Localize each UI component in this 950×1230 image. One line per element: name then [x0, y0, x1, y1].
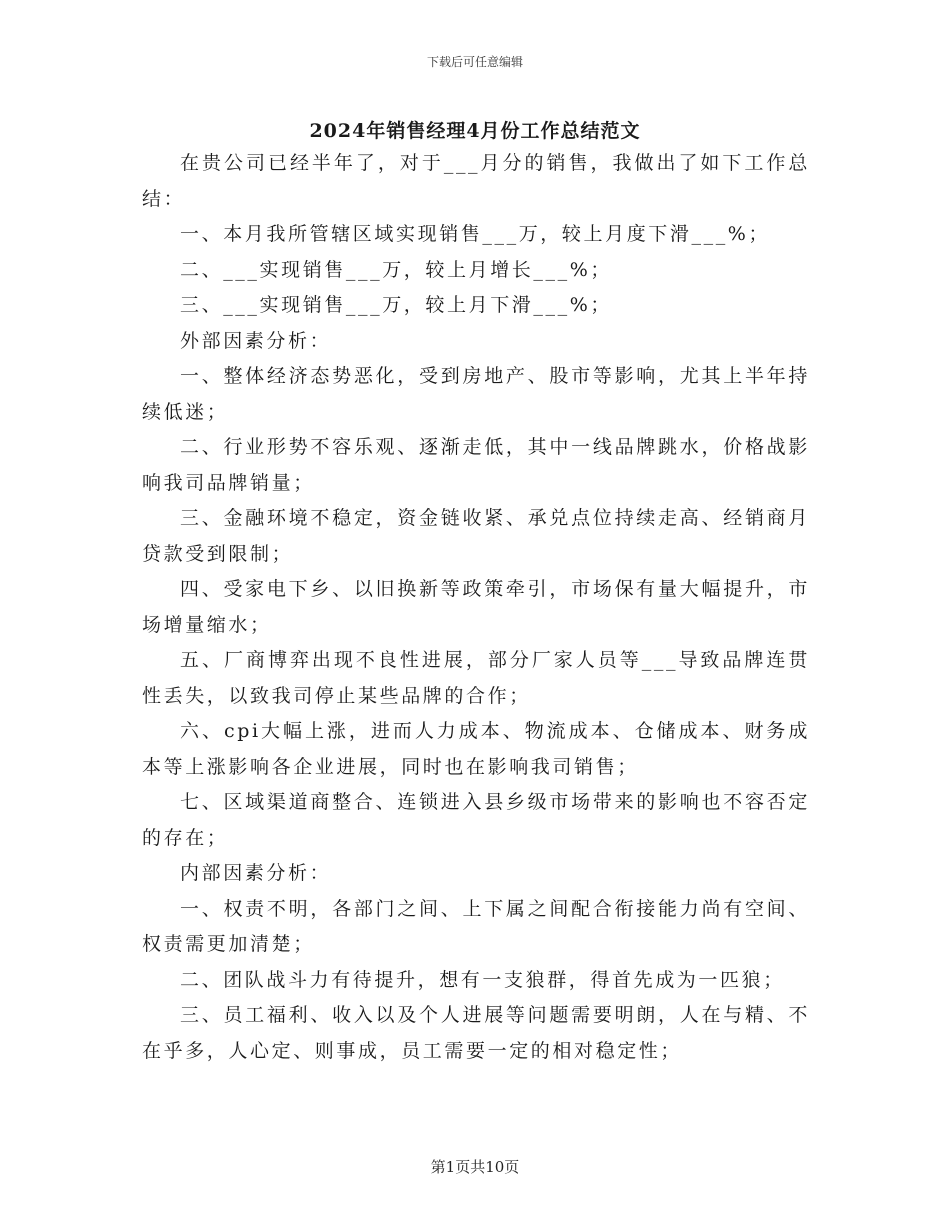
paragraph: 三、员工福利、收入以及个人进展等问题需要明朗，人在与精、不在乎多，人心定、则事成，员工需要一定的相对稳定性；: [142, 1004, 810, 1062]
paragraph: 三、金融环境不稳定，资金链收紧、承兑点位持续走高、经销商月贷款受到限制；: [142, 507, 810, 565]
paragraph: 三、___实现销售___万，较上月下滑___%；: [180, 294, 612, 316]
paragraph: 一、整体经济态势恶化，受到房地产、股市等影响，尤其上半年持续低迷；: [142, 365, 810, 423]
paragraph: 一、权责不明，各部门之间、上下属之间配合衔接能力尚有空间、权责需更加清楚；: [142, 897, 810, 955]
paragraph: 一、本月我所管辖区域实现销售___万，较上月度下滑___%；: [180, 223, 771, 245]
paragraph: 内部因素分析：: [180, 862, 332, 884]
paragraph: 五、厂商博弈出现不良性进展，部分厂家人员等___导致品牌连贯性丢失，以致我司停止某些品牌的合作；: [142, 649, 810, 707]
paragraph: 二、团队战斗力有待提升，想有一支狼群，得首先成为一匹狼；: [180, 968, 785, 991]
paragraph: 四、受家电下乡、以旧换新等政策牵引，市场保有量大幅提升，市场增量缩水；: [142, 578, 810, 636]
paragraph: 在贵公司已经半年了，对于___月分的销售，我做出了如下工作总结：: [142, 152, 810, 210]
page-footer: 第1页共10页: [430, 1158, 520, 1176]
header-note: 下载后可任意编辑: [426, 55, 523, 69]
paragraph: 七、区域渠道商整合、连锁进入县乡级市场带来的影响也不容否定的存在；: [142, 791, 810, 849]
paragraph: 六、cpi大幅上涨，进而人力成本、物流成本、仓储成本、财务成本等上涨影响各企业进展，同时也在影响我司销售；: [142, 720, 810, 778]
document-body: [142, 146, 810, 1069]
paragraph: 二、___实现销售___万，较上月增长___%；: [180, 258, 612, 281]
paragraph: 二、行业形势不容乐观、逐渐走低，其中一线品牌跳水，价格战影响我司品牌销量；: [142, 436, 810, 494]
paragraph: 外部因素分析：: [180, 329, 332, 352]
document-title: 2024年销售经理4月份工作总结范文: [309, 120, 641, 142]
